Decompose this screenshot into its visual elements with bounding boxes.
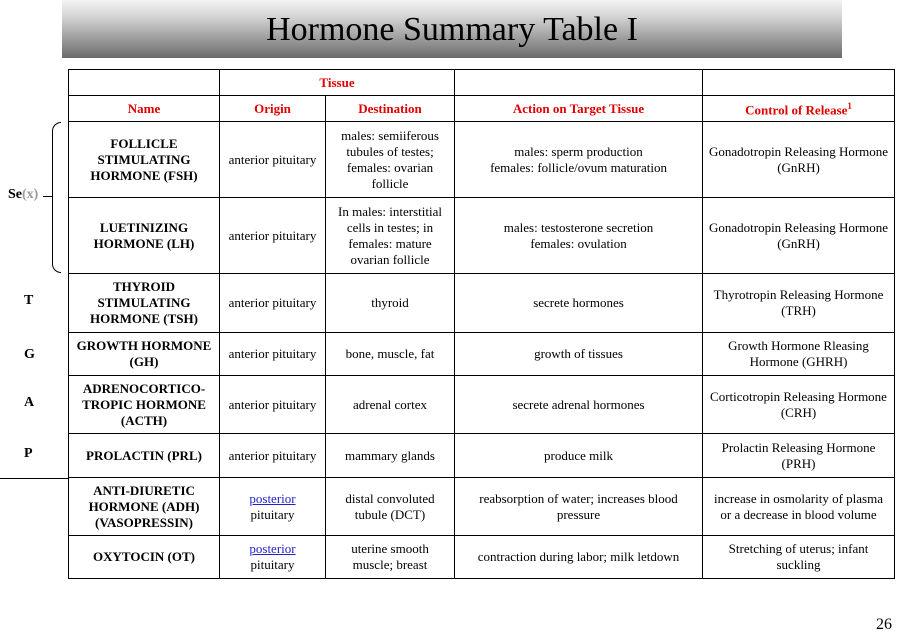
hormone-name: PROLACTIN (PRL)	[69, 434, 220, 478]
control-cell: Corticotropin Releasing Hormone (CRH)	[703, 376, 895, 434]
side-label-g: G	[24, 347, 35, 362]
origin-rest: pituitary	[250, 557, 295, 572]
destination-cell: adrenal cortex	[326, 376, 455, 434]
hormone-name: GROWTH HORMONE (GH)	[69, 333, 220, 376]
sex-hormones-brace	[52, 122, 61, 273]
table-row	[69, 198, 895, 274]
hormone-name: LUETINIZING HORMONE (LH)	[69, 198, 220, 274]
control-cell: increase in osmolarity of plasma or a decrease in blood volume	[703, 478, 895, 536]
brace-tick	[43, 196, 53, 197]
hormone-name: FOLLICLE STIMULATING HORMONE (FSH)	[69, 122, 220, 198]
destination-cell: males: semiiferous tubules of testes; females: ovarian follicle	[326, 122, 455, 198]
control-cell: Thyrotropin Releasing Hormone (TRH)	[703, 274, 895, 333]
posterior-link[interactable]: posterior	[249, 490, 296, 506]
control-cell: Stretching of uterus; infant suckling	[703, 536, 895, 579]
column-header-name: Name	[69, 96, 220, 122]
control-cell: Prolactin Releasing Hormone (PRH)	[703, 434, 895, 478]
action-cell: produce milk	[455, 434, 703, 478]
column-header-control	[703, 96, 895, 122]
column-header-destination: Destination	[326, 96, 455, 122]
control-cell: Gonadotropin Releasing Hormone (GnRH)	[703, 122, 895, 198]
side-label-a: A	[24, 395, 35, 410]
page-number: 26	[876, 616, 892, 633]
table-row	[69, 333, 895, 376]
action-cell	[455, 198, 703, 274]
table-row	[69, 536, 895, 579]
action-line: females: ovulation	[530, 235, 627, 251]
hormone-name: OXYTOCIN (OT)	[69, 536, 220, 579]
table-row	[69, 122, 895, 198]
posterior-link[interactable]: posterior	[249, 541, 296, 556]
tissue-group-header: Tissue	[220, 70, 455, 96]
action-cell: growth of tissues	[455, 333, 703, 376]
origin-cell: anterior pituitary	[220, 376, 326, 434]
table-row	[69, 274, 895, 333]
origin-cell: anterior pituitary	[220, 198, 326, 274]
column-header-origin: Origin	[220, 96, 326, 122]
destination-cell: In males: interstitial cells in testes; in females: mature ovarian follicle	[326, 198, 455, 274]
origin-cell	[220, 536, 326, 579]
hormone-table	[68, 69, 895, 579]
control-cell: Gonadotropin Releasing Hormone (GnRH)	[703, 198, 895, 274]
origin-cell: anterior pituitary	[220, 122, 326, 198]
column-header-control-label: Control of Release	[745, 102, 848, 118]
destination-cell: distal convoluted tubule (DCT)	[326, 478, 455, 536]
anterior-posterior-divider	[0, 478, 68, 479]
hormone-name: ADRENOCORTICO-TROPIC HORMONE (ACTH)	[69, 376, 220, 434]
hormone-name: THYROID STIMULATING HORMONE (TSH)	[69, 274, 220, 333]
action-line: females: follicle/ovum maturation	[490, 159, 667, 175]
side-label-t: T	[24, 293, 34, 308]
table-row	[69, 478, 895, 536]
action-cell: secrete hormones	[455, 274, 703, 333]
origin-cell: anterior pituitary	[220, 434, 326, 478]
origin-cell: anterior pituitary	[220, 274, 326, 333]
empty-header-cell	[455, 70, 703, 96]
footnote-marker: 1	[847, 101, 852, 112]
destination-cell: mammary glands	[326, 434, 455, 478]
empty-header-cell	[69, 70, 220, 96]
page-title: Hormone Summary Table I	[266, 11, 638, 48]
action-cell: reabsorption of water; increases blood pressure	[455, 478, 703, 536]
hormone-name: ANTI-DIURETIC HORMONE (ADH) (VASOPRESSIN)	[69, 478, 220, 536]
side-label-p: P	[24, 446, 33, 461]
side-label-sex-prefix: Se	[8, 187, 22, 202]
side-label-sex-x: (x)	[22, 187, 39, 202]
destination-cell: thyroid	[326, 274, 455, 333]
table-group-header-row	[69, 70, 895, 96]
origin-cell: anterior pituitary	[220, 333, 326, 376]
title-bar	[62, 0, 842, 58]
table-row	[69, 376, 895, 434]
control-cell: Growth Hormone Rleasing Hormone (GHRH)	[703, 333, 895, 376]
empty-header-cell	[703, 70, 895, 96]
origin-cell	[220, 478, 326, 536]
table-row	[69, 434, 895, 478]
action-line: males: sperm production	[514, 143, 643, 159]
destination-cell: bone, muscle, fat	[326, 333, 455, 376]
origin-rest: pituitary	[250, 506, 295, 522]
destination-cell: uterine smooth muscle; breast	[326, 536, 455, 579]
action-cell: contraction during labor; milk letdown	[455, 536, 703, 579]
column-header-action: Action on Target Tissue	[455, 96, 703, 122]
action-line: males: testosterone secretion	[503, 219, 654, 235]
side-label-sex	[8, 187, 38, 203]
action-cell	[455, 122, 703, 198]
action-cell: secrete adrenal hormones	[455, 376, 703, 434]
table-header-row	[69, 96, 895, 122]
